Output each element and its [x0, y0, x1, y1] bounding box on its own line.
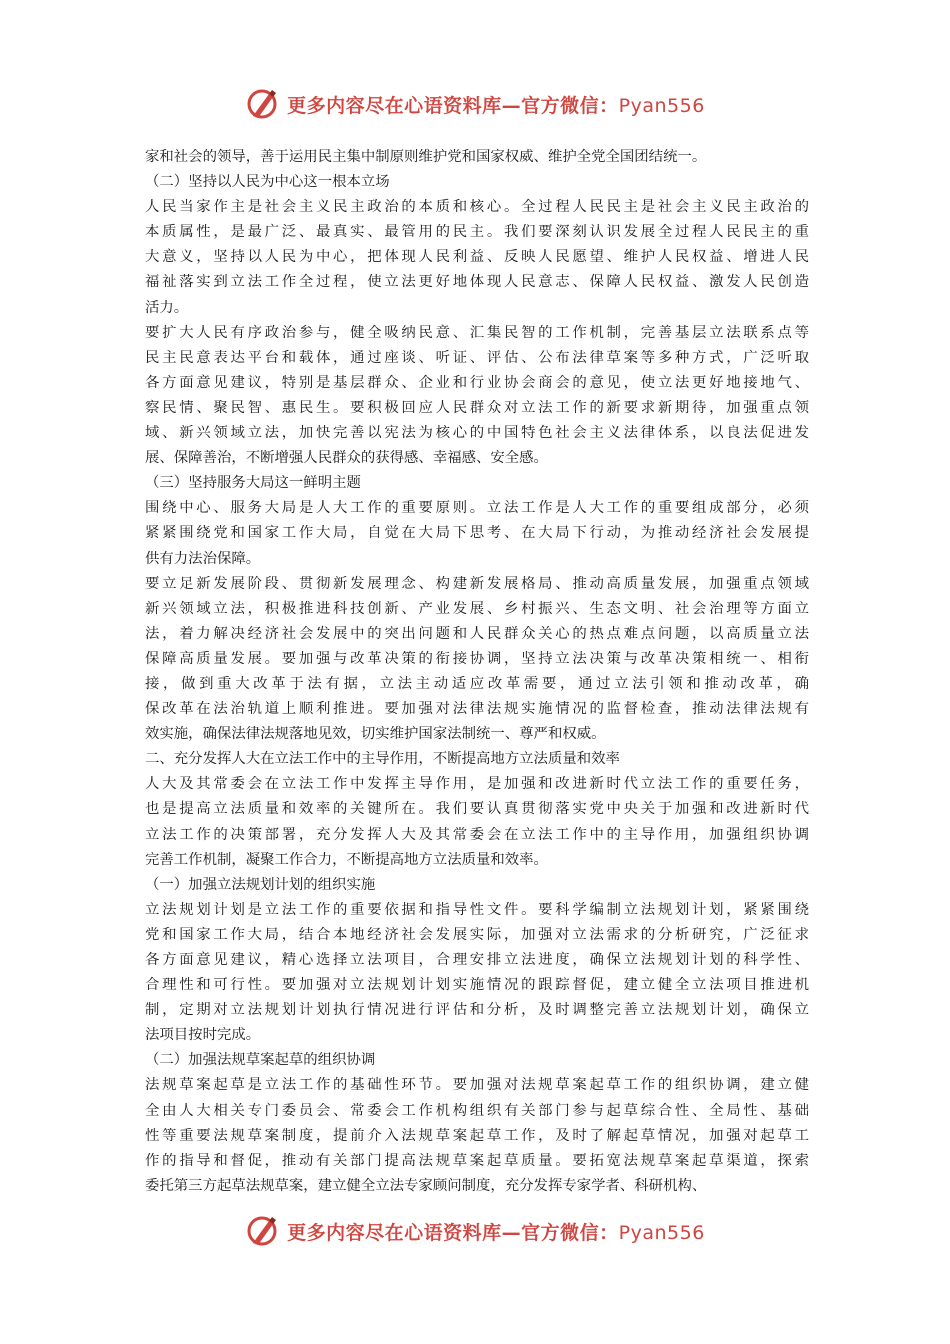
text-line: （一）加强立法规划计划的组织实施: [145, 876, 376, 893]
pen-logo-icon: [245, 1213, 281, 1249]
paragraph: [145, 321, 809, 472]
paragraph: [145, 496, 809, 571]
text-line: 新兴领域立法，积极推进科技创新、产业发展、乡村振兴、生态文明、社会治理等方面立: [145, 600, 809, 617]
text-line: 性等重要法规草案制度，提前介入法规草案起草工作，及时了解起草情况，加强对起草工: [145, 1127, 809, 1144]
text-line: 接，做到重大改革于法有据，立法主动适应改革需要，通过立法引领和推动改革，确: [145, 675, 809, 692]
text-line: 法规草案起草是立法工作的基础性环节。要加强对法规草案起草工作的组织协调，建立健: [145, 1077, 809, 1094]
text-line: 察民情、聚民智、惠民生。要积极回应人民群众对立法工作的新要求新期待，加强重点领: [145, 399, 809, 416]
text-line: 活力。: [145, 299, 189, 316]
text-line: 本质属性，是最广泛、最真实、最管用的民主。我们要深刻认识发展全过程人民民主的重: [145, 224, 809, 241]
document-body: [145, 145, 809, 1199]
watermark-header: [0, 84, 950, 124]
text-line: 各方面意见建议，特别是基层群众、企业和行业协会商会的意见，使立法更好地接地气、: [145, 374, 809, 391]
text-line: 域、新兴领域立法，加快完善以宪法为核心的中国特色社会主义法律体系，以良法促进发: [145, 425, 809, 442]
text-line: 制，定期对立法规划计划执行情况进行评估和分析，及时调整完善立法规划计划，确保立: [145, 1002, 809, 1019]
text-line: 合理性和可行性。要加强对立法规划计划实施情况的跟踪督促，建立健全立法项目推进机: [145, 977, 809, 994]
text-line: 家和社会的领导，善于运用民主集中制原则维护党和国家权威、维护全党全国团结统一。: [145, 149, 707, 165]
text-line: 紧紧围绕党和国家工作大局，自觉在大局下思考、在大局下行动，为推动经济社会发展提: [145, 525, 809, 542]
text-line: 作的指导和督促，推动有关部门提高法规草案起草质量。要拓宽法规草案起草渠道，探索: [145, 1152, 809, 1169]
text-line: 立法工作的决策部署，充分发挥人大及其常委会在立法工作中的主导作用，加强组织协调: [145, 826, 809, 843]
text-line: （二）加强法规草案起草的组织协调: [145, 1052, 376, 1069]
text-line: 福祉落实到立法工作全过程，使立法更好地体现人民意志、保障人民权益、激发人民创造: [145, 274, 809, 291]
watermark-text: 更多内容尽在心语资料库—官方微信：Pyan556: [287, 1221, 705, 1244]
text-line: 全由人大相关专门委员会、常委会工作机构组织有关部门参与起草综合性、全局性、基础: [145, 1102, 809, 1119]
paragraph: [145, 170, 809, 195]
text-line: 供有力法治保障。: [145, 550, 261, 567]
text-line: （二）坚持以人民为中心这一根本立场: [145, 174, 390, 191]
text-line: 党和国家工作大局，结合本地经济社会发展实际，加强对立法需求的分析研究，广泛征求: [145, 926, 809, 943]
text-line: 人大及其常委会在立法工作中发挥主导作用，是加强和改进新时代立法工作的重要任务，: [145, 776, 809, 793]
text-line: 要立足新发展阶段、贯彻新发展理念、构建新发展格局、推动高质量发展，加强重点领域: [145, 575, 809, 592]
paragraph: [145, 1048, 809, 1073]
text-line: 二、充分发挥人大在立法工作中的主导作用，不断提高地方立法质量和效率: [145, 751, 620, 768]
text-line: 民主民意表达平台和载体，通过座谈、听证、评估、公布法律草案等多种方式，广泛听取: [145, 349, 809, 366]
watermark-footer: [0, 1211, 950, 1251]
paragraph: [145, 898, 809, 1049]
text-line: （三）坚持服务大局这一鲜明主题: [145, 475, 361, 492]
text-line: 要扩大人民有序政治参与，健全吸纳民意、汇集民智的工作机制，完善基层立法联系点等: [145, 324, 809, 341]
paragraph: [145, 747, 809, 772]
text-line: 展、保障善治，不断增强人民群众的获得感、幸福感、安全感。: [145, 450, 548, 467]
paragraph: [145, 145, 809, 170]
text-line: 完善工作机制，凝聚工作合力，不断提高地方立法质量和效率。: [145, 851, 548, 868]
text-line: 大意义，坚持以人民为中心，把体现人民利益、反映人民愿望、维护人民权益、增进人民: [145, 249, 809, 266]
text-line: 立法规划计划是立法工作的重要依据和指导性文件。要科学编制立法规划计划，紧紧围绕: [145, 901, 809, 918]
text-line: 法，着力解决经济社会发展中的突出问题和人民群众关心的热点难点问题，以高质量立法: [145, 625, 809, 642]
paragraph: [145, 195, 809, 320]
text-line: 保障高质量发展。要加强与改革决策的衔接协调，坚持立法决策与改革决策相统一、相衔: [145, 650, 809, 667]
watermark-text: 更多内容尽在心语资料库—官方微信：Pyan556: [287, 94, 705, 117]
paragraph: [145, 572, 809, 748]
paragraph: [145, 772, 809, 872]
text-line: 保改革在法治轨道上顺利推进。要加强对法律法规实施情况的监督检查，推动法律法规有: [145, 701, 809, 718]
text-line: 人民当家作主是社会主义民主政治的本质和核心。全过程人民民主是社会主义民主政治的: [145, 199, 809, 216]
paragraph: [145, 471, 809, 496]
pen-logo-icon: [245, 86, 281, 122]
text-line: 也是提高立法质量和效率的关键所在。我们要认真贯彻落实党中央关于加强和改进新时代: [145, 801, 809, 818]
paragraph: [145, 1073, 809, 1198]
text-line: 效实施，确保法律法规落地见效，切实维护国家法制统一、尊严和权威。: [145, 726, 606, 743]
paragraph: [145, 873, 809, 898]
text-line: 各方面意见建议，精心选择立法项目，合理安排立法进度，确保立法规划计划的科学性、: [145, 952, 809, 968]
text-line: 法项目按时完成。: [145, 1027, 261, 1044]
text-line: 围绕中心、服务大局是人大工作的重要原则。立法工作是人大工作的重要组成部分，必须: [145, 500, 809, 517]
text-line: 委托第三方起草法规草案，建立健全立法专家顾问制度，充分发挥专家学者、科研机构、: [145, 1177, 707, 1194]
